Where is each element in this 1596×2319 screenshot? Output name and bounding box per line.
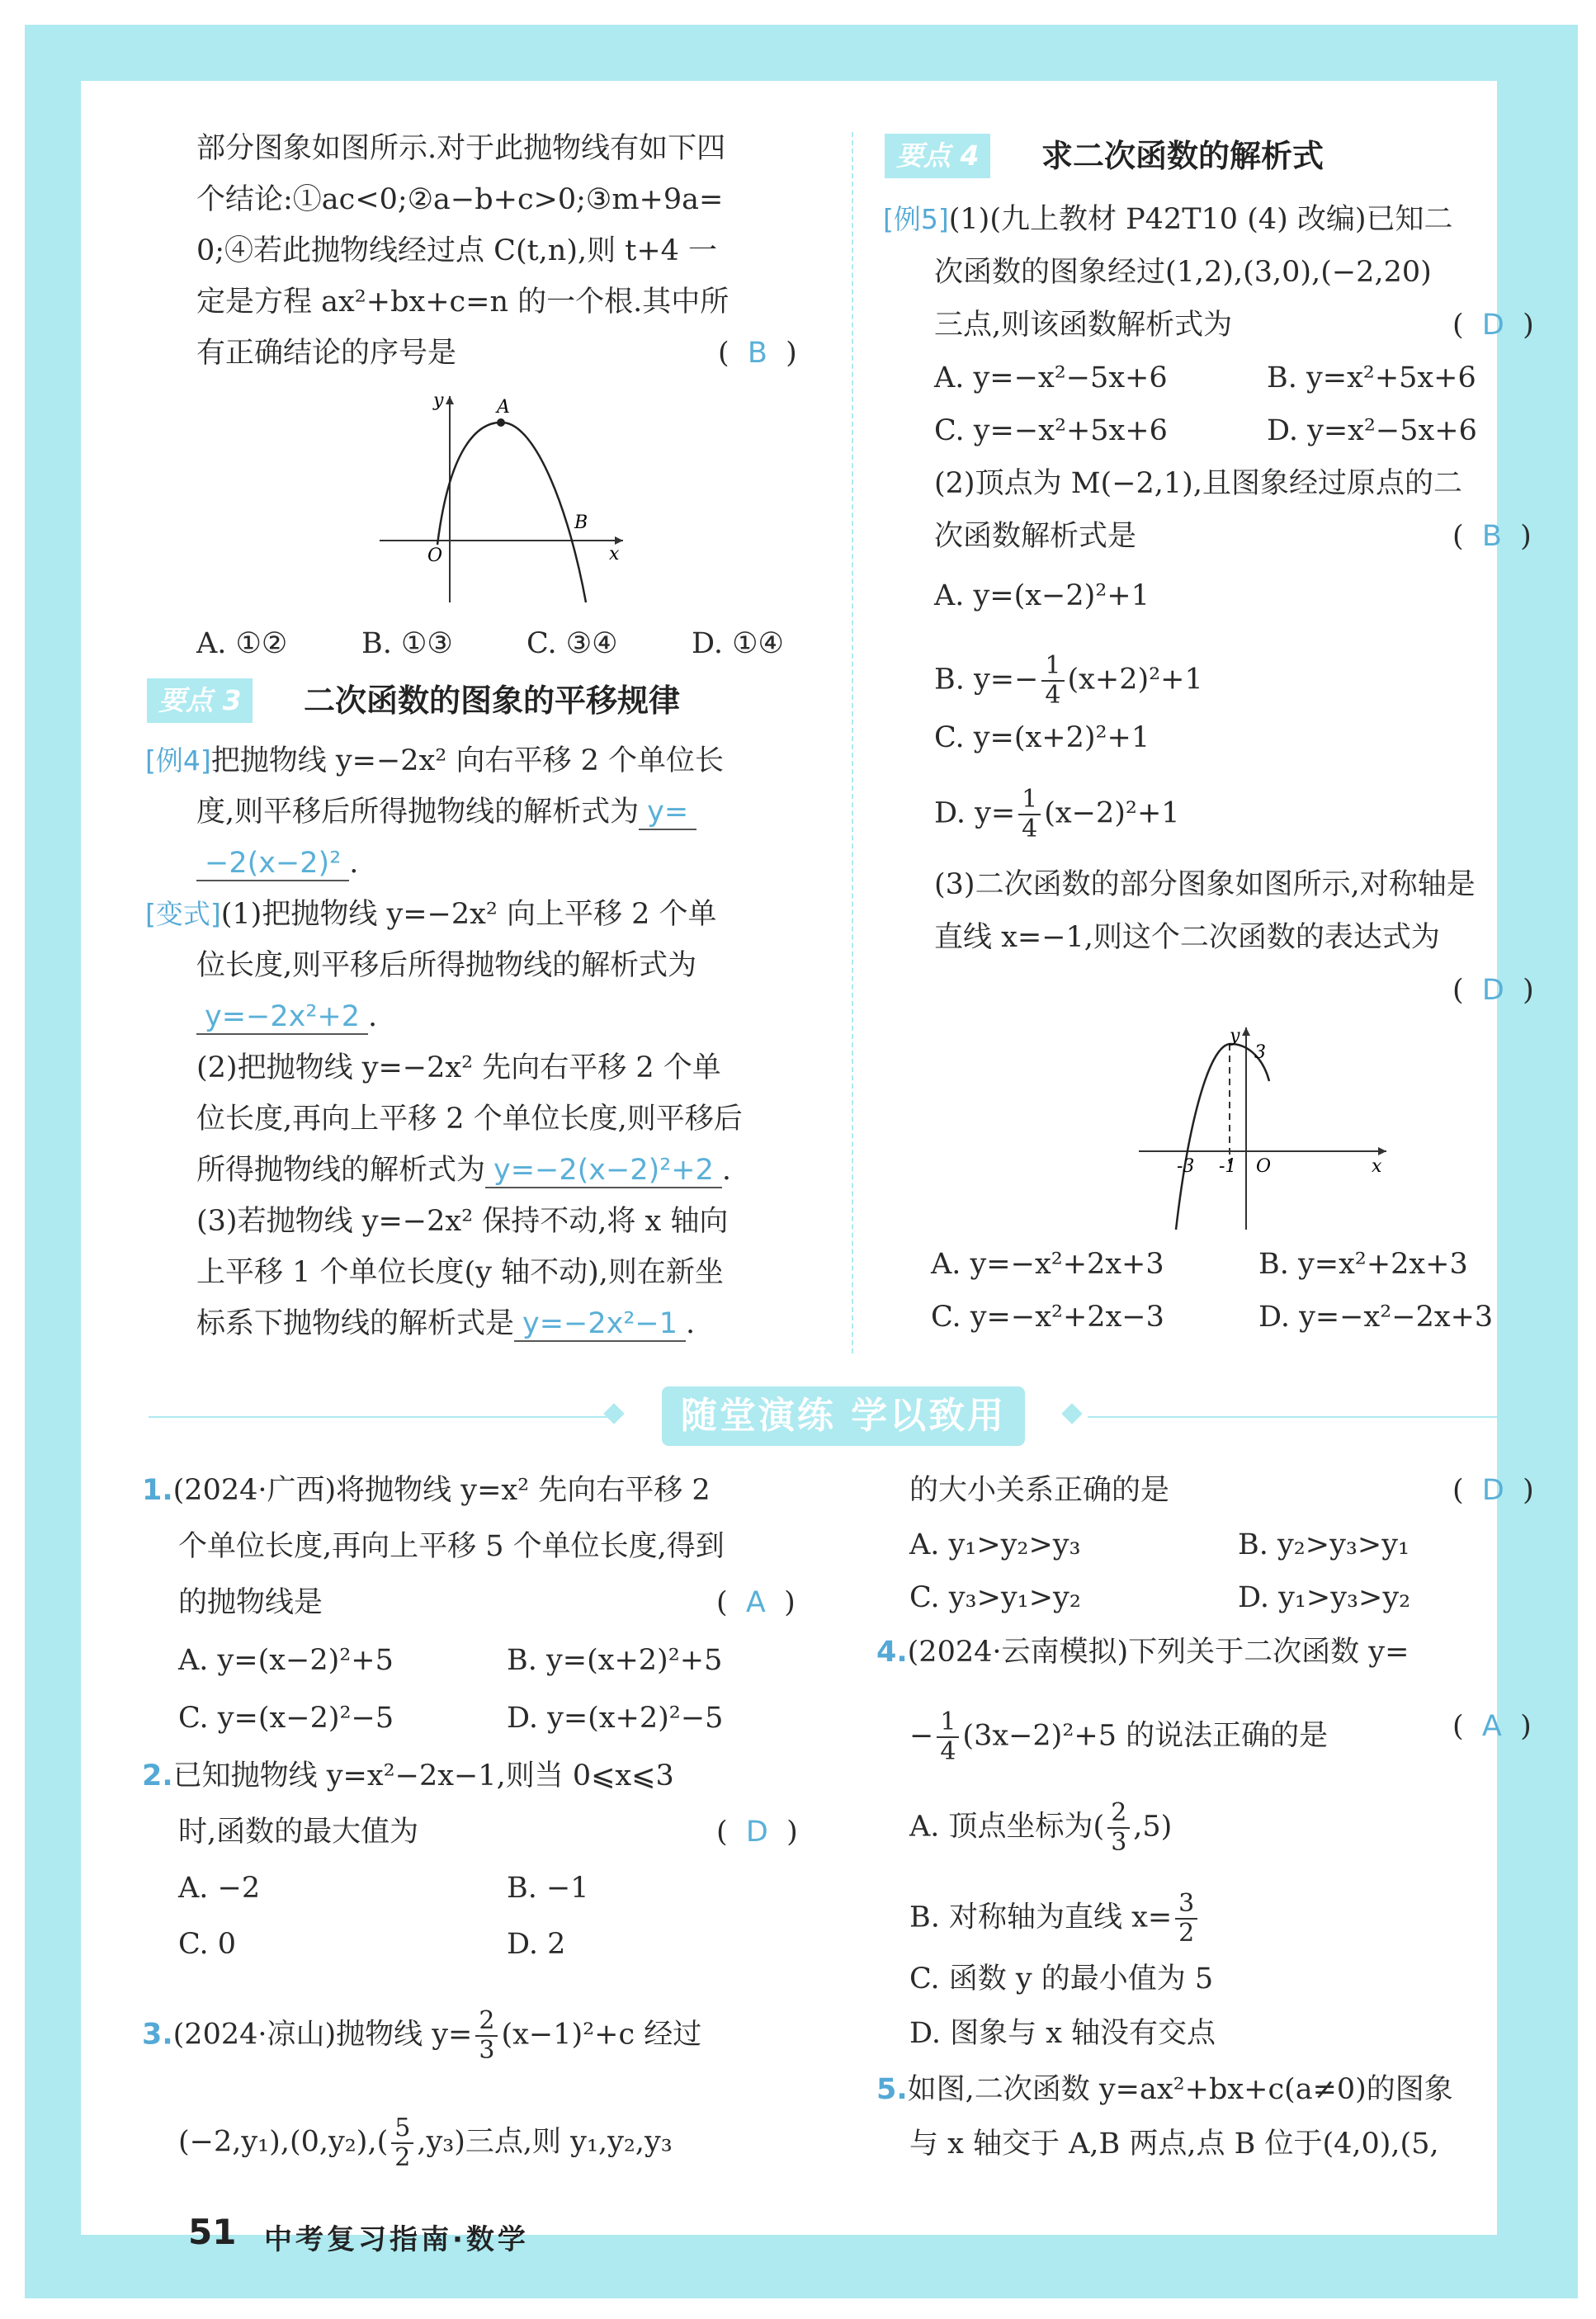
numerator: 2: [1107, 1799, 1130, 1829]
text-line: 位长度,再向上平移 2 个单位长度,则平移后: [196, 1103, 743, 1136]
label-x: x: [1372, 1156, 1382, 1177]
answer-choice: D: [1481, 309, 1504, 342]
text-line: 位长度,则平移后所得抛物线的解析式为: [196, 949, 697, 982]
answer-bracket: ( B ): [1452, 520, 1532, 553]
vertex-point-A: [497, 418, 505, 427]
variant-1: [145, 896, 717, 933]
fraction: [1018, 786, 1041, 843]
option: D. y=(x+2)²−5: [507, 1702, 724, 1735]
banner-line-left: [149, 1416, 611, 1418]
option: A. −2: [178, 1872, 261, 1905]
fraction: [391, 2114, 413, 2172]
option: C. 0: [178, 1928, 237, 1961]
denominator: 2: [1178, 1919, 1195, 1948]
text-line: 直线 x=−1,则这个二次函数的表达式为: [934, 921, 1440, 954]
text: D. y=: [934, 796, 1016, 830]
text-line: 所得抛物线的解析式为: [196, 1154, 486, 1187]
option: B. ①③: [361, 627, 453, 660]
text-line: (3)若抛物线 y=−2x² 保持不动,将 x 轴向: [196, 1205, 729, 1238]
option: B. y=(x+2)²+5: [507, 1644, 723, 1677]
text-line: 0;④若此抛物线经过点 C(t,n),则 t+4 一: [196, 234, 718, 267]
option-with-fraction: [909, 1799, 1172, 1857]
text-line: (2024·云南模拟)下列关于二次函数 y=: [907, 1636, 1409, 1669]
denominator: 3: [479, 2036, 495, 2065]
text-line: 次函数的图象经过(1,2),(3,0),(−2,20): [934, 256, 1432, 289]
variant-tag: [变式]: [145, 898, 221, 930]
option: B. y=x²+5x+6: [1267, 361, 1476, 394]
text-line: 上平移 1 个单位长度(y 轴不动),则在新坐: [196, 1256, 724, 1289]
answer-choice: D: [745, 1816, 768, 1849]
text-line: 度,则平移后所得抛物线的解析式为: [196, 796, 640, 829]
variant-1-answer: y=−2x²+2 .: [196, 999, 377, 1035]
answer-bracket: ( D ): [1452, 309, 1534, 342]
question-number: 2.: [142, 1759, 173, 1792]
option: A. y=−x²+2x+3: [931, 1248, 1164, 1281]
text-line: 把抛物线 y=−2x² 向右平移 2 个单位长: [210, 744, 724, 777]
example-4-tag: [例4]: [145, 744, 211, 777]
answer-choice: B: [747, 337, 767, 370]
label-x: x: [609, 544, 620, 564]
answer-fill: y=−2x²+2: [196, 1000, 368, 1035]
option: C. y=−x²+2x−3: [931, 1301, 1164, 1334]
text: A. 顶点坐标为(: [909, 1810, 1105, 1844]
text-line: 已知抛物线 y=x²−2x−1,则当 0⩽x⩽3: [172, 1759, 674, 1792]
fraction: [937, 1708, 959, 1766]
question-3-line2: [178, 2114, 673, 2172]
text-line: 标系下抛物线的解析式是: [196, 1307, 515, 1340]
question-number: 5.: [876, 2073, 908, 2106]
column-divider: [852, 132, 853, 1353]
question-number: 3.: [142, 2018, 173, 2052]
numerator: 1: [1041, 652, 1064, 682]
text-line: 的大小关系正确的是: [909, 1474, 1170, 1507]
text-line: 个结论:①ac<0;②a−b+c>0;③m+9a=: [196, 183, 724, 216]
section-banner: 随堂演练 学以致用: [662, 1386, 1025, 1446]
option: D. y=x²−5x+6: [1267, 414, 1477, 447]
fraction: [1041, 652, 1064, 710]
example-4-line2: [196, 794, 696, 830]
option: A. y=−x²−5x+6: [934, 361, 1168, 394]
label-neg3: -3: [1177, 1156, 1195, 1177]
y-arrow: [446, 396, 454, 404]
text-line: 时,函数的最大值为: [178, 1816, 419, 1849]
option: D. y=−x²−2x+3: [1258, 1301, 1494, 1334]
answer-choice: B: [1481, 520, 1502, 553]
denominator: 4: [940, 1737, 956, 1766]
question-number: 1.: [142, 1474, 173, 1507]
parabola-graph-2: [1131, 1023, 1403, 1238]
key-point-3-title: 二次函数的图象的平移规律: [304, 682, 681, 719]
denominator: 2: [394, 2143, 411, 2172]
option: A. y₁>y₂>y₃: [909, 1528, 1081, 1561]
parabola-graph-1: [371, 388, 635, 611]
text: (x+2)²+1: [1067, 663, 1203, 697]
option: C. y=−x²+5x+6: [934, 414, 1168, 447]
label-y: y: [433, 390, 444, 411]
text: B. y=−: [934, 663, 1039, 697]
label-B: B: [574, 512, 588, 533]
option-with-fraction: [909, 1890, 1201, 1948]
answer-bracket: ( B ): [718, 337, 797, 370]
text-line: (1)把抛物线 y=−2x² 向上平移 2 个单: [220, 898, 717, 931]
banner-line-right: [1088, 1416, 1550, 1418]
key-point-4-title: 求二次函数的解析式: [1041, 138, 1324, 174]
answer-bracket: ( D ): [1452, 974, 1534, 1007]
text-line: (2)顶点为 M(−2,1),且图象经过原点的二: [934, 467, 1462, 500]
option: C. y=(x+2)²+1: [934, 721, 1150, 754]
fraction: [1175, 1890, 1197, 1948]
option-with-fraction: [934, 652, 1203, 710]
option: D. ①④: [692, 627, 784, 660]
parabola-curve: [1176, 1044, 1272, 1230]
x-arrow: [1378, 1147, 1386, 1155]
answer-bracket: ( D ): [716, 1816, 798, 1849]
text: B. 对称轴为直线 x=: [909, 1901, 1173, 1934]
numerator: 1: [1018, 786, 1041, 815]
option: A. y=(x−2)²+5: [178, 1644, 394, 1677]
question-2: [142, 1758, 674, 1794]
text: (x−1)²+c 经过: [501, 2018, 702, 2052]
example-4-line3: −2(x−2)² .: [196, 845, 358, 881]
key-point-3-tag: 要点 3: [147, 678, 253, 723]
fraction: [475, 2007, 498, 2065]
text-line: 与 x 轴交于 A,B 两点,点 B 位于(4,0),(5,: [909, 2128, 1439, 2161]
question-1: [142, 1472, 711, 1509]
text-line: 定是方程 ax²+bx+c=n 的一个根.其中所: [196, 286, 730, 319]
denominator: 4: [1045, 681, 1061, 710]
answer-choice: A: [745, 1586, 766, 1619]
option: A. y=(x−2)²+1: [934, 579, 1150, 612]
option: D. 2: [507, 1928, 566, 1961]
answer-fill: y=−2x²−1: [514, 1307, 686, 1342]
parabola-curve: [437, 423, 586, 602]
option: D. y₁>y₃>y₂: [1238, 1581, 1411, 1614]
text-line: 三点,则该函数解析式为: [934, 309, 1233, 342]
option: C. y₃>y₁>y₂: [909, 1581, 1081, 1614]
variant-2-answer: 所得抛物线的解析式为 y=−2(x−2)²+2 .: [196, 1154, 732, 1187]
answer-choice: D: [1481, 1474, 1504, 1507]
denominator: 3: [1111, 1828, 1127, 1857]
denominator: 4: [1022, 815, 1038, 843]
option: B. −1: [507, 1872, 589, 1905]
text-line: 个单位长度,再向上平移 5 个单位长度,得到: [178, 1530, 725, 1563]
y-arrow: [1242, 1027, 1250, 1036]
variant-3-answer: 标系下抛物线的解析式是 y=−2x²−1 .: [196, 1307, 696, 1340]
answer-fill: −2(x−2)²: [196, 847, 349, 881]
answer-bracket: ( A ): [1452, 1710, 1532, 1743]
text-line: 部分图象如图所示.对于此抛物线有如下四: [196, 132, 726, 165]
option: A. ①②: [196, 627, 288, 660]
option: B. y₂>y₃>y₁: [1238, 1528, 1410, 1561]
answer-bracket: ( D ): [1452, 1474, 1534, 1507]
question-3: [142, 2007, 701, 2065]
fraction: [1107, 1799, 1130, 1857]
text-line: 的抛物线是: [178, 1586, 323, 1619]
text-line: 次函数解析式是: [934, 520, 1137, 553]
label-y: y: [1230, 1026, 1240, 1046]
page-number: 51: [188, 2212, 237, 2252]
label-A: A: [497, 397, 510, 418]
question-4: [876, 1634, 1409, 1670]
text: (2024·凉山)抛物线 y=: [172, 2018, 473, 2052]
text-line: (1)(九上教材 P42T10 (4) 改编)已知二: [948, 203, 1453, 236]
text: −: [909, 1719, 934, 1753]
answer-choice: A: [1481, 1710, 1502, 1743]
answer-choice: D: [1481, 974, 1504, 1007]
label-O: O: [427, 546, 443, 566]
label-neg1: -1: [1219, 1156, 1237, 1177]
option: C. y=(x−2)²−5: [178, 1702, 394, 1735]
option: C. ③④: [526, 627, 618, 660]
numerator: 3: [1175, 1890, 1197, 1920]
text-line: (2024·广西)将抛物线 y=x² 先向右平移 2: [172, 1474, 711, 1507]
answer-bracket: ( A ): [716, 1586, 796, 1619]
answer-fill: y=: [639, 796, 696, 830]
question-number: 4.: [876, 1636, 908, 1669]
question-4-line2: [909, 1708, 1328, 1766]
text: ,5): [1133, 1810, 1173, 1844]
option-with-fraction: [934, 786, 1180, 843]
question-5: [876, 2071, 1453, 2108]
numerator: 2: [475, 2007, 498, 2037]
text: (−2,y₁),(0,y₂),(: [178, 2125, 389, 2159]
example-5: [883, 201, 1453, 238]
text: (3x−2)²+5 的说法正确的是: [962, 1719, 1329, 1753]
book-title: 中考复习指南·数学: [264, 2223, 529, 2256]
text: (x−2)²+1: [1044, 796, 1180, 830]
option: C. 函数 y 的最小值为 5: [909, 1962, 1214, 1995]
numerator: 5: [391, 2114, 413, 2144]
text-line: 有正确结论的序号是: [196, 337, 457, 370]
label-O: O: [1256, 1156, 1272, 1177]
option: D. 图象与 x 轴没有交点: [909, 2017, 1216, 2050]
example-5-tag: [例5]: [883, 203, 949, 235]
numerator: 1: [937, 1708, 959, 1738]
label-3: 3: [1254, 1042, 1266, 1063]
answer-fill: y=−2(x−2)²+2: [485, 1154, 722, 1188]
key-point-4-tag: 要点 4: [885, 134, 990, 178]
option: B. y=x²+2x+3: [1258, 1248, 1468, 1281]
text: ,y₃)三点,则 y₁,y₂,y₃: [417, 2125, 673, 2159]
example-4: [145, 743, 724, 779]
text-line: 如图,二次函数 y=ax²+bx+c(a≠0)的图象: [907, 2073, 1453, 2106]
text-line: (2)把抛物线 y=−2x² 先向右平移 2 个单: [196, 1051, 721, 1084]
text-line: (3)二次函数的部分图象如图所示,对称轴是: [934, 868, 1476, 901]
